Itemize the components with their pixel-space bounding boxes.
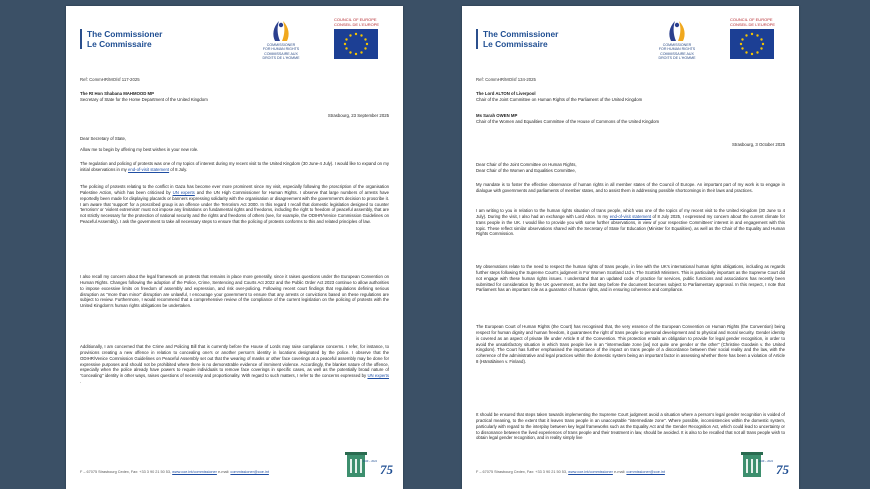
letter-page-committee-chairs: [462, 6, 799, 489]
logo-line-2: FOR HUMAN RIGHTS: [658, 47, 696, 52]
coe-title-fr: CONSEIL DE L'EUROPE: [730, 22, 776, 27]
logo-line-1: COMMISSIONER: [266, 43, 296, 47]
coe-title-en: COUNCIL OF EUROPE: [730, 17, 773, 22]
brand-french: Le Commissaire: [483, 39, 548, 49]
brand-french: Le Commissaire: [87, 39, 152, 49]
logo-line-3: COMMISSAIRE AUX: [264, 51, 298, 56]
paragraph-3-after: and the UN High Commissioner for Human Rights. I observe that large numbers of arrests have reportedly been made for displaying placards or banners expressing solidarity with the organisation or disagreement with the government's decision to proscribe it. I am aware that 'support' for a proscribed group is an offence under the Terrorism Act 2000. In this regard I recall that domestic legislation designed to counter 'terrorism' or 'violent extremism' must not impose any limitations on fundamental rights and freedoms, including the right to freedom of peaceful assembly, that are not strictly necessary for the protection of national security and the rights and freedoms of others (see, for example, the ODIHR/Venice Commission Guidelines on Peaceful Assembly). I ask the government to take all necessary steps to ensure that the policing of protests conforms to this and related principles of law.: [80, 189, 389, 225]
letter-page-home-secretary: [66, 6, 403, 489]
footer-website-link[interactable]: www.coe.int/commissioner: [172, 470, 217, 474]
anniversary-number: 75: [380, 462, 393, 477]
letter-date: Strasbourg, 3 October 2025: [731, 142, 785, 147]
paragraph-1: My mandate is to foster the effective observance of human rights in all member states of the Council of Europe. An important part of my work is to engage in dialogue with governments and parliaments of member states, and to assist them in addressing possible shortcomings in their laws and practices.: [476, 182, 785, 193]
council-of-europe-logo: [730, 17, 782, 59]
coe-title-en: COUNCIL OF EUROPE: [334, 17, 377, 22]
footer-website-link[interactable]: www.coe.int/commissioner: [568, 470, 613, 474]
brand-english: The Commissioner: [87, 29, 163, 39]
paragraph-2: [80, 161, 389, 173]
addressee-block: [80, 91, 389, 102]
coe-title-fr: CONSEIL DE L'EUROPE: [334, 22, 380, 27]
logo-line-1: COMMISSIONER: [662, 43, 692, 47]
building-icon: [741, 449, 763, 479]
twin-figures-icon: [666, 19, 688, 43]
paragraph-3: [80, 184, 389, 225]
footer-email-link[interactable]: commissioner@coe.int: [626, 470, 665, 474]
twin-figures-icon: [270, 19, 292, 43]
paragraph-4: The European Court of Human Rights (the Court) has recognised that, the very essence of the European Convention on Human Rights (the Convention) being respect for human dignity and human freedom, it guarantees the right of trans people to personal development and to physical and moral security. Gender identity is covered as an aspect of private life under Article 8 of the Convention. This protection entails an obligation to provide for legal gender recognition, in order to avoid the unsatisfactory situation in which trans people live in an "intermediate zone [as] not quite one gender or the other" (Christine Goodwin v. the United Kingdom). The Court has further emphasised the importance of the impact on trans people of a discordance between their social reality and the law, with the coherence of the administrative and legal practices within the domestic system being an important factor in assessing whether there has been a violation of Article 8 (Hämäläinen v. Finland).: [476, 324, 785, 365]
logo-line-4: DROITS DE L'HOMME: [658, 55, 696, 60]
building-icon: [345, 449, 367, 479]
reference-number: Ref: CommHR/MO/sf 117-2025: [80, 77, 140, 82]
footer-contact: [80, 470, 269, 474]
addressee-block-1: [476, 91, 785, 102]
paragraph-3-text: The policing of protests relating to the conflict in Gaza has become ever more prominent since my visit, especially following the proscription of the organisation Palestine Action, which has been criticised by: [80, 184, 389, 195]
anniversary-logo: [741, 449, 789, 480]
paragraph-2: [476, 208, 785, 237]
footer-email-label: e-mail:: [613, 470, 626, 474]
un-experts-link-2[interactable]: UN experts: [367, 373, 390, 379]
addressee-name: The Rt Hon Shabana MAHMOOD MP: [80, 91, 155, 96]
commissioner-logo: [644, 19, 710, 60]
anniversary-years: 1949 – 2024: [362, 460, 377, 463]
council-of-europe-logo: [334, 17, 386, 59]
logo-line-3: COMMISSAIRE AUX: [660, 51, 694, 56]
end-of-visit-statement-link[interactable]: end-of-visit statement: [128, 166, 170, 172]
addressee-title-1: Chair of the Joint Committee on Human Rights of the Parliament of the United Kingdom: [476, 96, 643, 102]
letter-date: Strasbourg, 23 September 2025: [327, 113, 389, 118]
footer-email-label: e-mail:: [217, 470, 230, 474]
salutation-2: Dear Chair of the Women and Equalities Committee,: [476, 168, 576, 173]
anniversary-years: 1949 – 2024: [758, 460, 773, 463]
reference-number: Ref: CommHR/MO/sf 134-2025: [476, 77, 536, 82]
paragraph-2-text: I am writing to you in relation to the human rights situation of trans people, which was one of the topics of my recent visit to the United Kingdom (30 June to 4 July). During the visit, I also had an exchange with Lord Alton. In my: [476, 208, 785, 219]
footer-email-link[interactable]: commissioner@coe.int: [230, 470, 269, 474]
end-of-visit-statement-link[interactable]: end-of-visit statement: [609, 213, 652, 219]
addressee-title: Secretary of State for the Home Department of the United Kingdom: [80, 96, 208, 102]
salutation: Dear Secretary of State,: [80, 136, 127, 141]
footer-address: F – 67075 Strasbourg Cedex, Fax: +33 3 90 21 50 53,: [80, 470, 172, 474]
paragraph-5-text: Additionally, I am concerned that the Crime and Policing Bill that is currently before the House of Lords may raise compliance concerns. I refer, for instance, to provisions creating a new offence in relation to concealing one's or another person's identity in locations designated by the police. I observe that the ODIHR/Venice Commission Guidelines on Peaceful Assembly set out that the wearing of masks or other face coverings at a peaceful assembly may be done for expressive purposes and should not be prohibited where there is no demonstrable evidence of imminent violence. Accordingly, the blanket nature of the offence, especially when the police already have powers to require individuals to remove face coverings in specific cases, as well as the potentially broad nature of "concealing" identity in other ways, raises questions of necessity and proportionality. With regard to such matters, I refer to the concerns expressed by: [80, 344, 389, 379]
commissioner-brand: [476, 29, 558, 49]
logo-line-4: DROITS DE L'HOMME: [262, 55, 300, 60]
anniversary-logo: [345, 449, 393, 480]
footer-address: F – 67075 Strasbourg Cedex, Fax: +33 3 90 21 50 53,: [476, 470, 568, 474]
brand-english: The Commissioner: [483, 29, 559, 39]
paragraph-3: My observations relate to the need to respect the human rights of trans people, in line with the UK's international human rights obligations, including as regards further steps following the Supreme Court's judgment in For Women Scotland Ltd v. The Scottish Ministers. This is particularly important as the Supreme Court did not engage with these human rights issues. I understand that an updated code of practice for services, public functions and associations has recently been submitted for consideration by the UK government, as the last step before the document becomes subject to Parliamentary approval. In this respect, I note that Parliament has an important role as a guarantor of human rights, and in ensuring coherence and compliance.: [476, 264, 785, 293]
footer-contact: [476, 470, 665, 474]
addressee-name-1: The Lord ALTON of Liverpool: [476, 91, 536, 96]
commissioner-brand: [80, 29, 162, 49]
addressee-block-2: [476, 113, 785, 124]
addressee-name-2: Ms Sarah OWEN MP: [476, 113, 518, 118]
logo-line-2: FOR HUMAN RIGHTS: [262, 47, 300, 52]
paragraph-5-after: .: [80, 379, 82, 385]
addressee-title-2: Chair of the Women and Equalities Committee of the House of Commons of the United Kingdom: [476, 118, 660, 124]
paragraph-5: [80, 344, 389, 385]
paragraph-4: I also recall my concern about the legal framework on protests that remains in place more generally, since it raises questions under the European Convention on Human Rights. Changes following the adoption of the Police, Crime, Sentencing and Courts Act 2022 and the Public Order Act 2023 continue to allow authorities to impose excessive limits on freedom of assembly and expression, and risk over-policing. Following recent court findings that regulations defining serious disruption as "more than minor" disruption are unlawful, I encourage your government to ensure that any arrests or convictions based on these regulations are subject to review. Furthermore, I would recommend that a comprehensive review of the compliance of the current legislation on the policing of protests with the United Kingdom's human rights obligations be undertaken.: [80, 274, 389, 309]
paragraph-5: It should be ensured that steps taken towards implementing the Supreme Court judgment avoid a situation where a person's legal gender recognition is voided of practical meaning, to the extent that it leaves trans people in an unacceptable "intermediate zone". Where possible, inconsistencies within the domestic system, particularly with regard to the interplay between key legal frameworks such as the Equality Act and the Gender Recognition Act, which could lead to uncertainty or to dissonance between the lived experiences of trans people and their treatment in law, should be avoided. It is also to be recalled that not all trans people wish to obtain legal gender recognition, and in reality simply live: [476, 412, 785, 441]
un-experts-link[interactable]: UN experts: [172, 189, 195, 195]
council-of-europe-flag-icon: [334, 29, 378, 59]
commissioner-logo: [248, 19, 314, 60]
council-of-europe-flag-icon: [730, 29, 774, 59]
paragraph-2-text: The regulation and policing of protests was one of my topics of interest during my recent visit to the United Kingdom (30 June-4 July). I would like to expand on my initial observations in my: [80, 161, 389, 172]
paragraph-1: Allow me to begin by offering my best wishes in your new role.: [80, 147, 199, 152]
paragraph-2-after: of 8 July 2025, I expressed my concern about the current climate for trans people in the UK. I would like to provide you with some further observations, in view of your respective Committees' interest in and engagement with this topic. These reflect similar observations shared with the Secretary of State for Education (Minister for Equalities), as well as the Chair of the Equality and Human Rights Commission.: [476, 213, 785, 237]
paragraph-2-after: of 8 July.: [170, 166, 188, 172]
anniversary-number: 75: [776, 462, 789, 477]
salutation-1: Dear Chair of the Joint Committee on Human Rights,: [476, 162, 577, 167]
